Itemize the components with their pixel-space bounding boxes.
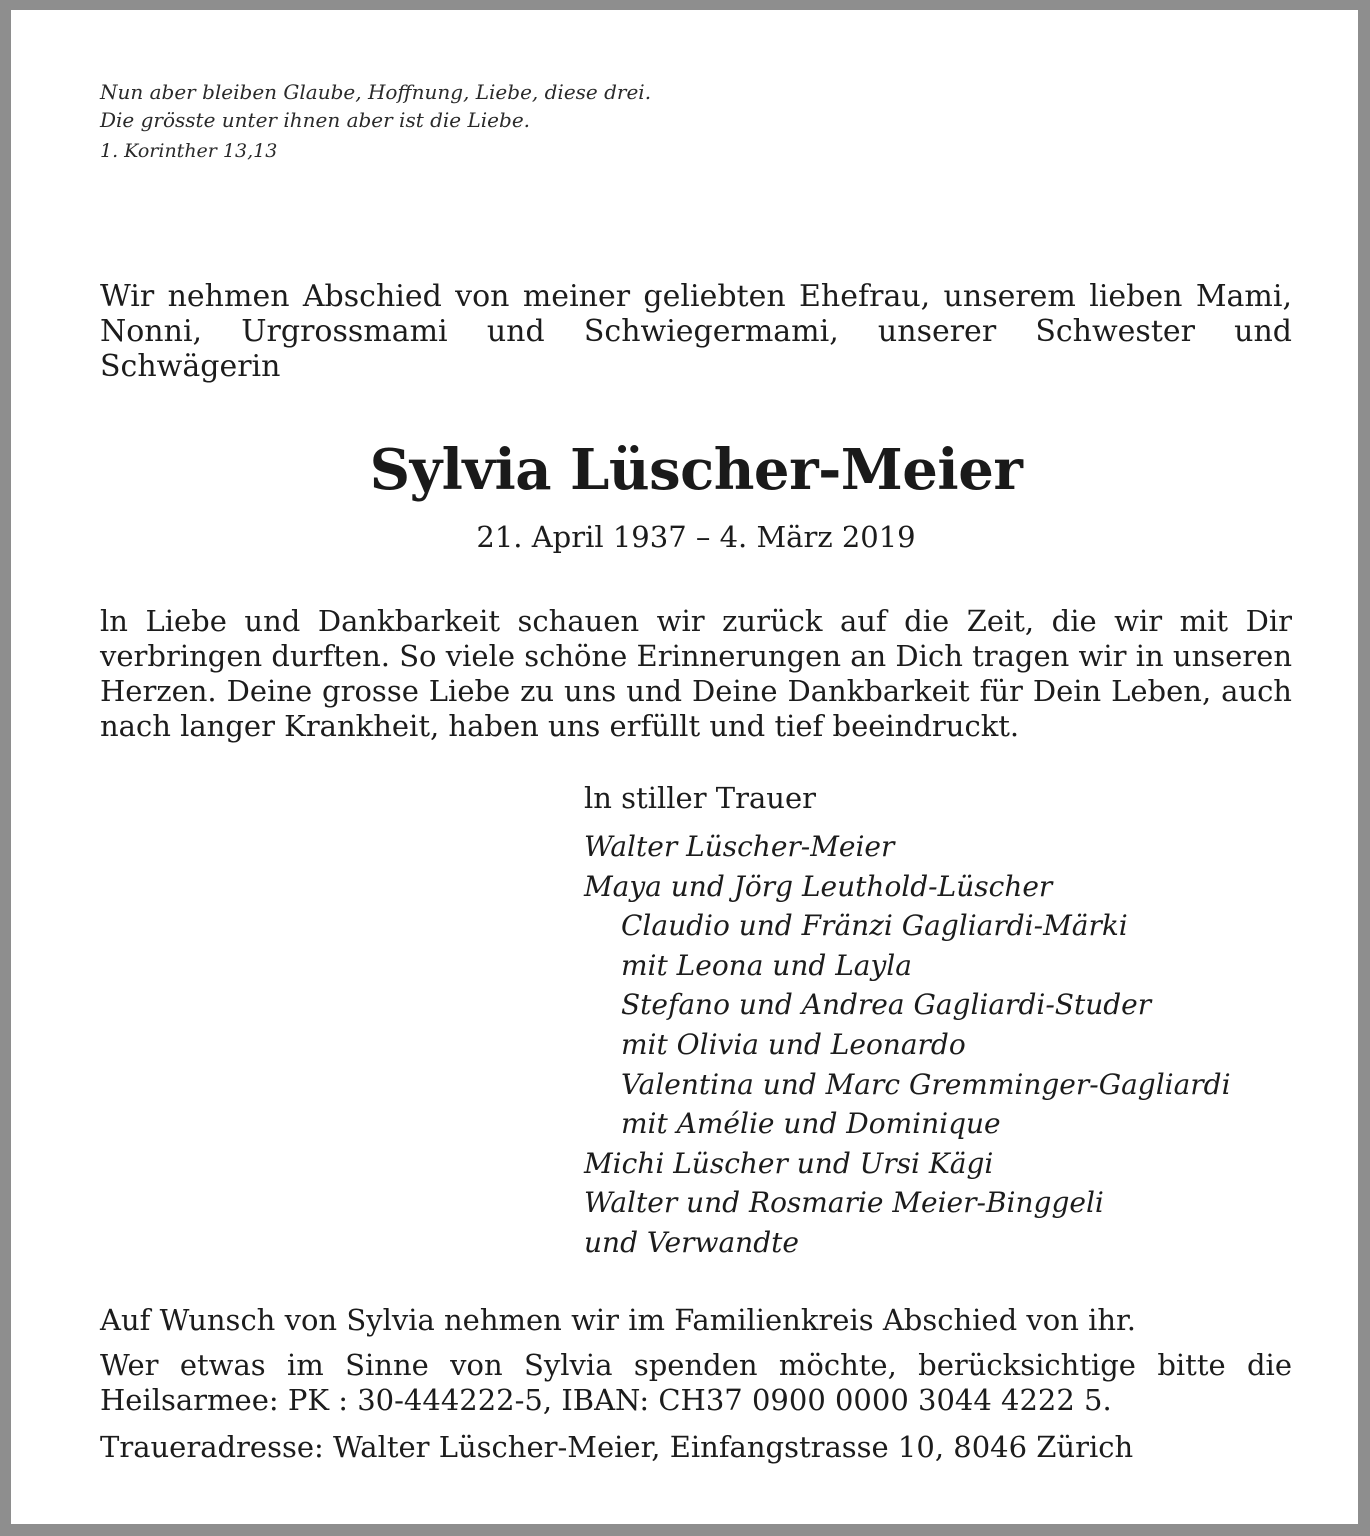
memory-paragraph: ln Liebe und Dankbarkeit schauen wir zurück auf die Zeit, die wir mit Dir verbringen durften. So viele schöne Erinnerungen an Dich tragen wir in unseren Herzen. Deine grosse Liebe zu uns und Deine Dankbarkeit für Dein Leben, auch nach langer Krankheit, haben uns erfüllt und tief beeindruckt. [100,604,1292,743]
deceased-name: Sylvia Lüscher-Meier [369,437,1023,503]
mourner-name: mit Leona und Layla [621,948,912,982]
mourning-address: Traueradresse: Walter Lüscher-Meier, Einfangstrasse 10, 8046 Zürich [100,1430,1134,1464]
life-dates: 21. April 1937 – 4. März 2019 [476,520,916,554]
bible-quote [100,78,651,165]
farewell-intro: Wir nehmen Abschied von meiner geliebten Ehefrau, unserem lieben Mami, Nonni, Urgrossmami und Schwiegermami, unserer Schwester und Schwägerin [100,279,1292,384]
mourner-name: Walter und Rosmarie Meier-Binggeli [584,1186,1104,1220]
closing-notes [100,1303,1292,1465]
mourner-name: mit Amélie und Dominique [621,1107,1001,1141]
mourning-heading: ln stiller Trauer [584,781,816,815]
donation-note: Wer etwas im Sinne von Sylvia spenden möchte, berücksichtige bitte die Heilsarmee: PK : 30-444222-5, IBAN: CH37 0900 0000 3044 4222 5. [100,1348,1292,1417]
mourner-name: Michi Lüscher und Ursi Kägi [584,1146,994,1180]
quote-reference: 1. Korinther 13,13 [100,140,278,162]
mourner-name: Maya und Jörg Leuthold-Lüscher [584,869,1053,903]
mourner-name: Valentina und Marc Gremminger-Gagliardi [621,1067,1231,1101]
mourner-name: und Verwandte [584,1225,799,1259]
mourners-list [584,827,1231,1263]
mourner-name: Claudio und Fränzi Gagliardi-Märki [621,909,1128,943]
quote-line: Die grösste unter ihnen aber ist die Liebe. [100,108,531,132]
quote-line: Nun aber bleiben Glaube, Hoffnung, Liebe, diese drei. [100,80,652,104]
mourner-name: Stefano und Andrea Gagliardi-Studer [621,988,1152,1022]
mourner-name: Walter Lüscher-Meier [584,830,895,863]
mourner-name: mit Olivia und Leonardo [621,1027,966,1061]
family-farewell-note: Auf Wunsch von Sylvia nehmen wir im Familienkreis Abschied von ihr. [100,1303,1136,1337]
